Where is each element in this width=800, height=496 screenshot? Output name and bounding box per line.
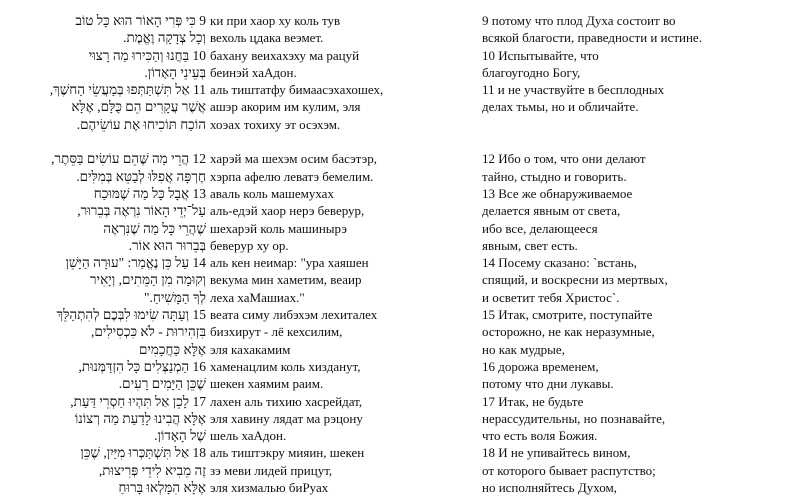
hebrew-line: 13 אֲבָל כָּל מַה שֶׁמּוּכַח [93, 185, 206, 201]
hebrew-line: 15 וְעַתָּה שִׂימוּ לִבְּכֶם לְהִתְהַלֵּךְ [56, 307, 206, 323]
russian-line: 10 Испытывайте, что [482, 47, 599, 63]
hebrew-line: בְּבֵרוּר הוּא אוֹר. [128, 237, 206, 253]
russian-line: 16 дорожа временем, [482, 358, 599, 374]
transliteration-line: зэ меви лидей прицут, [210, 462, 333, 478]
transliteration-line: аль тиштатфу бимаасэхахошех, [210, 82, 384, 98]
transliteration-line: вехоль цдака веэмет. [210, 30, 324, 46]
hebrew-line: שֶׁכֵּן הַיָּמִים רָעִים. [118, 376, 206, 392]
hebrew-line: חֶרְפָּה אֲפִלּוּ לְבַטֵּא בְּמִלִּים. [76, 168, 206, 184]
transliteration-line: шекен хаямим раим. [210, 376, 324, 392]
hebrew-line: וְכָל צְדָקָה וֶאֱמֶת. [123, 30, 206, 46]
transliteration-line: векума мин хаметим, веаир [210, 272, 362, 288]
russian-line: и осветит тебя Христос`. [482, 289, 620, 305]
russian-line: благоугодно Богу, [482, 64, 581, 80]
russian-line: что есть воля Божия. [482, 428, 598, 444]
hebrew-line: 9 כִּי פְּרִי הָאוֹר הוּא כָּל טוֹב [75, 13, 206, 28]
hebrew-line: אֲשֶׁר עֲקָרִים הֵם כֻּלָּם, אֶלָּא [71, 99, 206, 115]
transliteration-line: ашэр акорим им кулим, эля [210, 99, 361, 115]
transliteration-line: шель хаАдон. [210, 428, 287, 444]
transliteration-line: шехарэй коль машинырэ [210, 220, 347, 236]
hebrew-line: 17 לָכֵן אַל תִּהְיוּ חַסְרֵי דַּעַת, [70, 393, 206, 409]
russian-line: явным, свет есть. [482, 237, 578, 253]
russian-line: всякой благости, праведности и истине. [482, 30, 702, 46]
transliteration-line: леха хаМашиах." [210, 289, 305, 305]
transliteration-line: веата симу либэхэм лехиталех [210, 307, 378, 323]
hebrew-line: 16 הַמְנַצְּלִים כָּל הִזְדַּמְּנוּת, [78, 358, 206, 374]
transliteration-line: аль-едэй хаор нерэ беверур, [210, 203, 365, 219]
hebrew-line: אֶלָּא כַּחֲכָמִים [138, 341, 206, 357]
russian-line: ибо все, делающееся [482, 220, 598, 236]
transliteration-line [210, 133, 460, 150]
russian-line: делается явным от света, [482, 203, 621, 219]
transliteration-line: бизхирут - лё кехсилим, [210, 324, 343, 340]
russian-line: осторожно, не как неразумные, [482, 324, 655, 340]
hebrew-line: זֶה מֵבִיא לִידֵי פְּרִיצוּת, [98, 462, 206, 478]
hebrew-line: וְקוּמָה מִן הַמֵּתִים, וְיָאִיר [89, 272, 206, 288]
russian-line: потому что дни лукавы. [482, 376, 614, 392]
transliteration-line: беинэй хаАдон. [210, 64, 297, 80]
transliteration-line: хаменацлим коль хизданут, [210, 358, 361, 374]
hebrew-line: 10 בַּחֲנוּ וְהַכִּירוּ מַה רָצוּי [88, 47, 206, 63]
russian-line: 13 Все же обнаруживаемое [482, 185, 633, 201]
transliteration-line: эля кахакамим [210, 341, 291, 357]
hebrew-line: 12 הֲרֵי מַה שֶּׁהֵם עוֹשִׂים בַּסֵּתֶר, [51, 151, 206, 167]
transliteration-line: хоэах тохиху эт осэхэм. [210, 116, 341, 132]
hebrew-line: שֶׁהֲרֵי כָּל מַה שֶׁנִּרְאֶה [103, 220, 206, 236]
russian-line: 12 Ибо о том, что они делают [482, 151, 646, 167]
transliteration-line: эля хавину лядат ма рэцону [210, 410, 363, 426]
hebrew-line: אֶלָּא הִמָּלְאוּ בָּרוּחַ [118, 480, 206, 496]
russian-line: спящий, и воскресни из мертвых, [482, 272, 668, 288]
hebrew-line: הוֹכַח תּוֹכִיחוּ אֶת עוֹשֵׂיהֶם. [76, 116, 206, 132]
hebrew-line: עַל־יְדֵי הָאוֹר נִרְאֶה בְּבֵרוּר, [77, 203, 206, 219]
hebrew-line: 14 עַל כֵּן נֶאֱמַר: "עוּרָה הַיָּשֵׁן [65, 255, 206, 271]
transliteration-line: аваль коль машемухах [210, 185, 334, 201]
russian-line: 11 и не участвуйте в бесплодных [482, 82, 665, 98]
hebrew-line: לְךָ הַמָּשִׁיחַ." [143, 289, 206, 305]
hebrew-line: בְּעֵינֵי הָאָדוֹן. [144, 64, 206, 80]
transliteration-line: лахен аль тихию хасрейдат, [210, 393, 363, 409]
russian-line: от которого бывает распутство; [482, 462, 656, 478]
transliteration-column [210, 12, 460, 496]
hebrew-line [16, 133, 206, 150]
russian-line: 15 Итак, смотрите, поступайте [482, 307, 653, 323]
hebrew-line: בִּזְהִירוּת - לֹא כִּכְסִילִים, [90, 324, 206, 340]
russian-column [482, 12, 792, 496]
transliteration-line: ки при хаор ху коль тув [210, 13, 341, 28]
russian-line: тайно, стыдно и говорить. [482, 168, 627, 184]
transliteration-line: эля хизмалью биРуах [210, 480, 329, 496]
hebrew-column [16, 12, 206, 496]
russian-line: нерассудительны, но познавайте, [482, 410, 666, 426]
transliteration-line: беверур ху ор. [210, 237, 289, 253]
transliteration-line: бахану веихахэху ма рацуй [210, 47, 360, 63]
transliteration-line: хэрпа афелю леватэ бемелим. [210, 168, 374, 184]
russian-line [482, 133, 792, 150]
russian-line: 18 И не упивайтесь вином, [482, 445, 631, 461]
russian-line: делах тьмы, но и обличайте. [482, 99, 639, 115]
transliteration-line: аль тиштэкру мияин, шекен [210, 445, 365, 461]
transliteration-line: аль кен неимар: "ура хаяшен [210, 255, 369, 271]
hebrew-line: 18 אַל תִּשְׁתַּכְּרוּ מִיַּיִן, שֶׁכֵּן [80, 445, 206, 461]
russian-line: 9 потому что плод Духа состоит во [482, 13, 676, 28]
russian-line [482, 116, 792, 133]
transliteration-line: харэй ма шехэм осим басэтэр, [210, 151, 378, 167]
hebrew-line: שֶׁל הָאָדוֹן. [154, 428, 206, 444]
hebrew-line: 11 אַל תִּשְׁתַּתְּפוּ בְּמַעֲשֵׂי הַחשֶׁךְ, [49, 82, 206, 98]
russian-line: но как мудрые, [482, 341, 565, 357]
hebrew-line: אֶלָּא הֲבִינוּ לָדַעַת מַה רְצוֹנוֹ [74, 410, 206, 426]
russian-line: 17 Итак, не будьте [482, 393, 584, 409]
russian-line: но исполняйтесь Духом, [482, 480, 617, 496]
russian-line: 14 Посему сказано: `встань, [482, 255, 637, 271]
